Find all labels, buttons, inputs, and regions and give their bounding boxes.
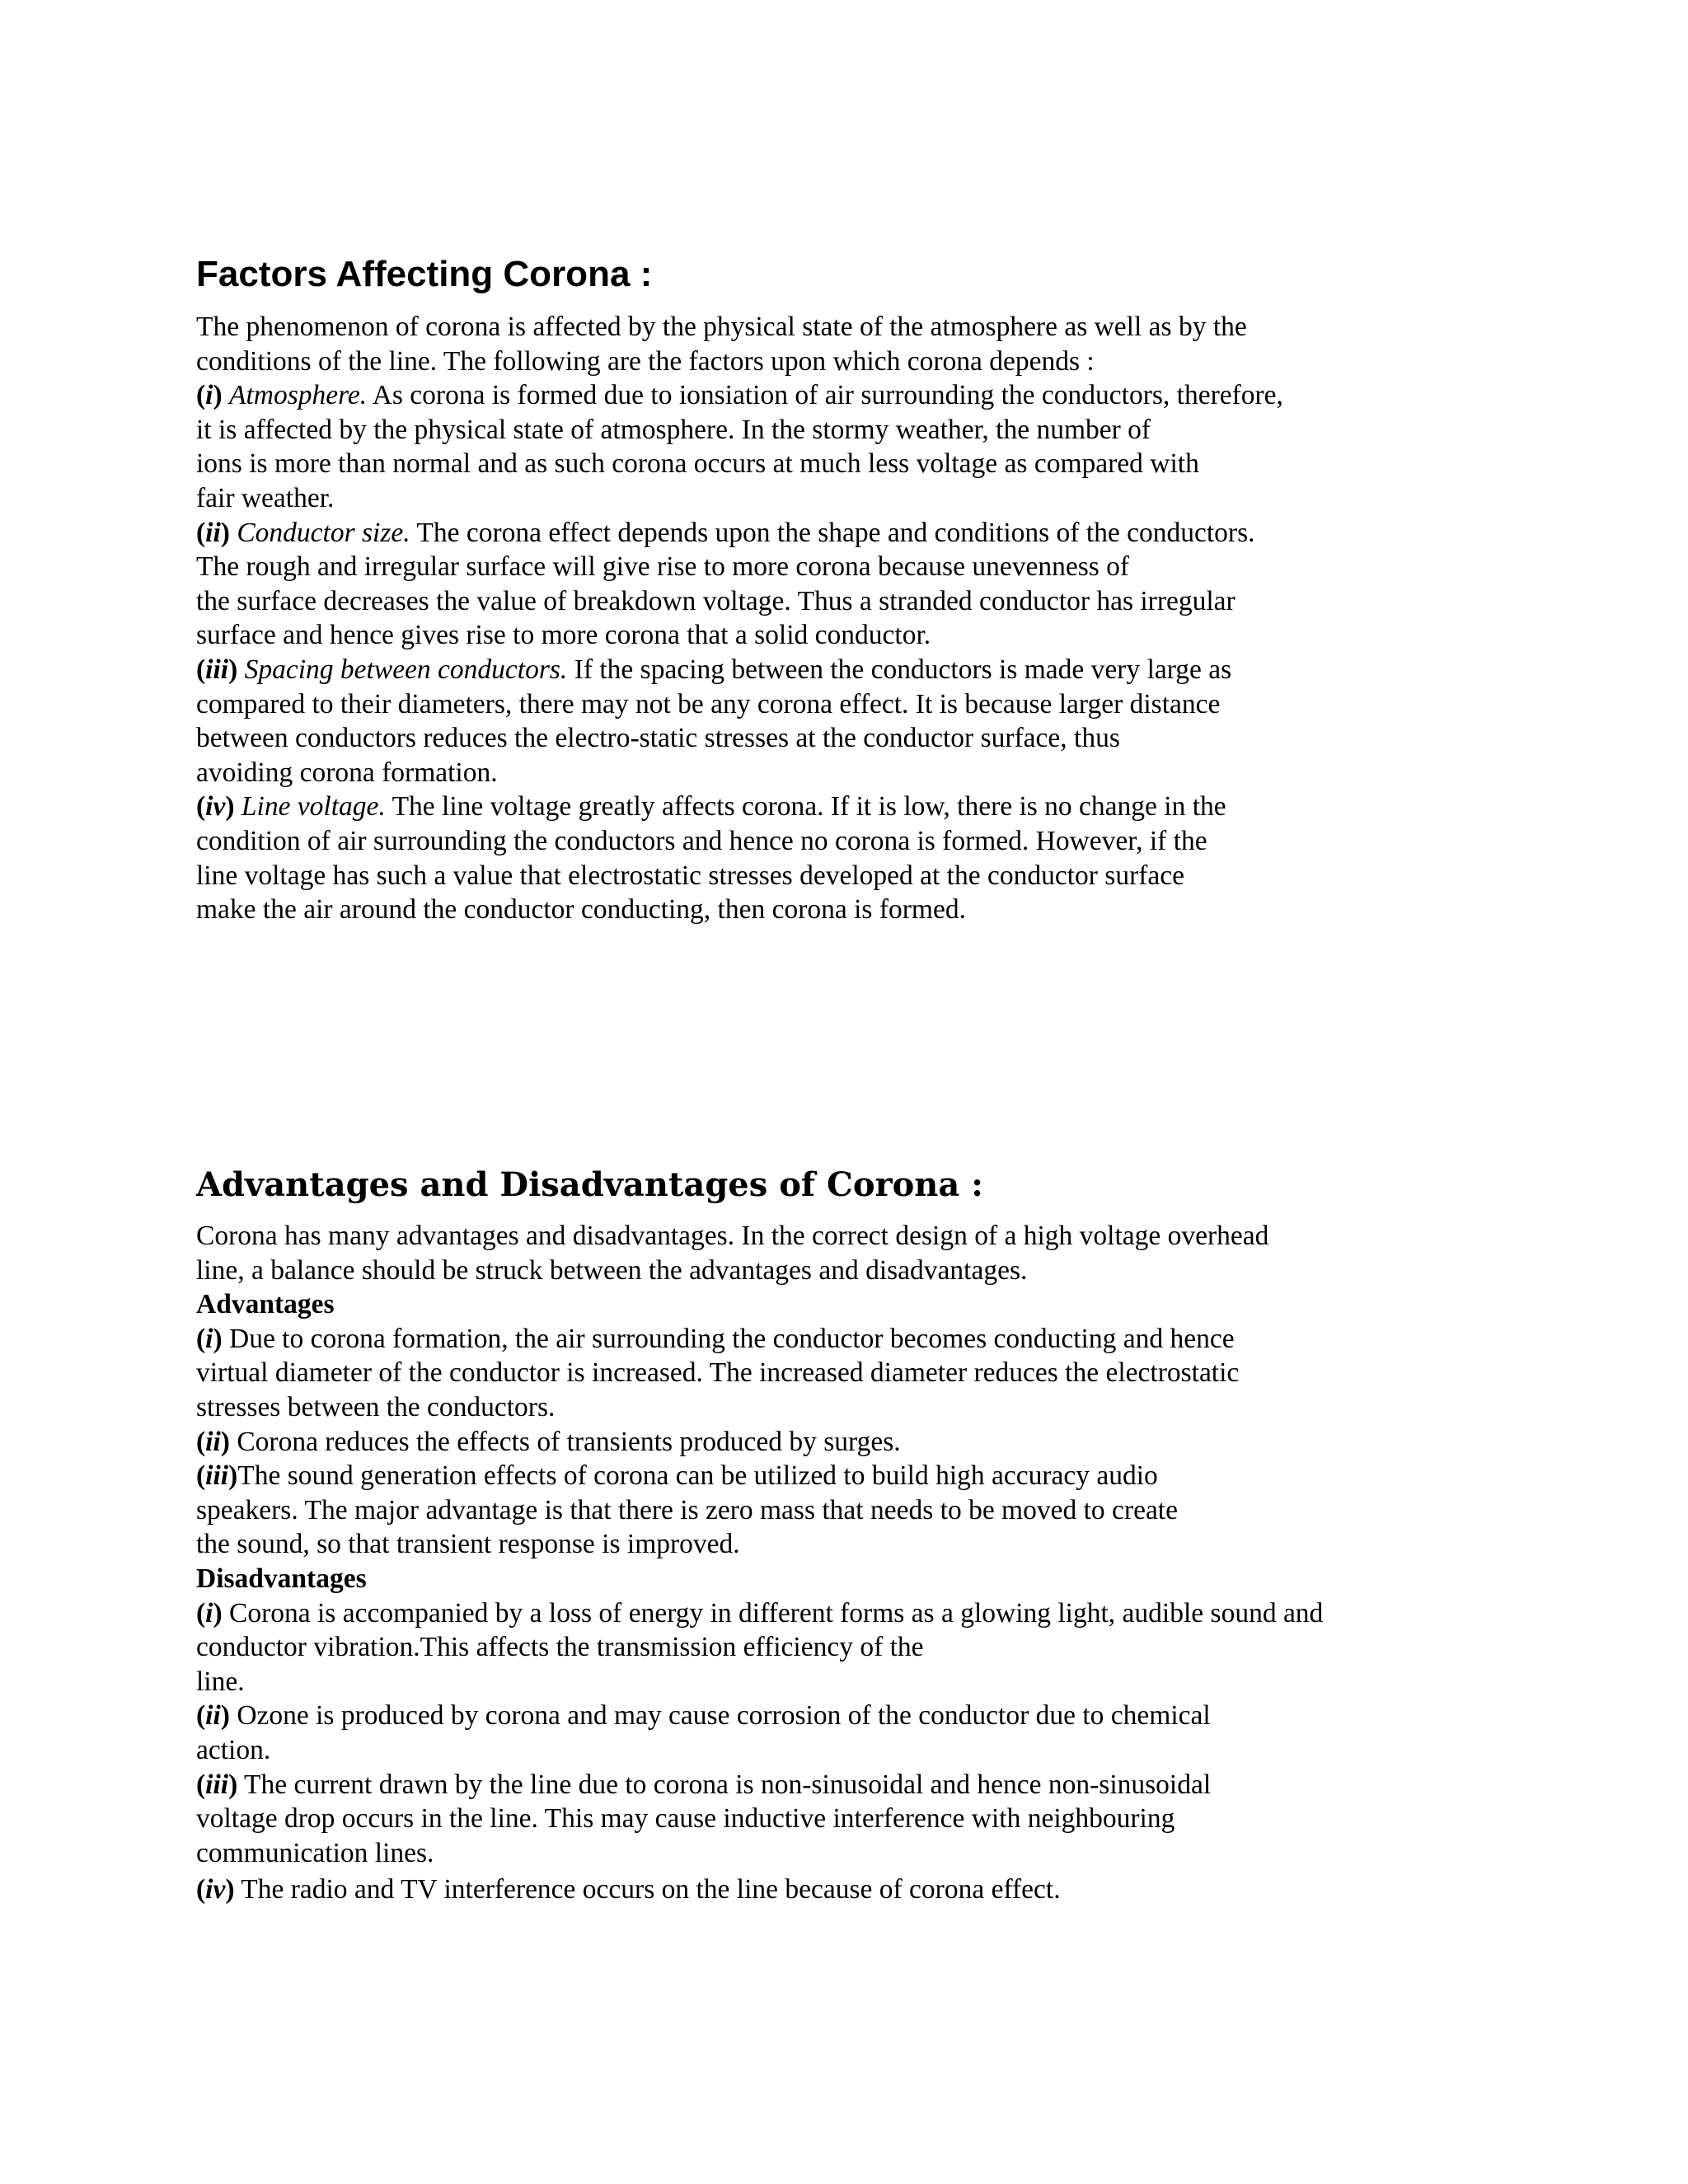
section-body-advantages — [196, 1219, 1482, 1907]
text-line — [196, 790, 1482, 824]
text-line: speakers. The major advantage is that there is zero mass that needs to be moved to create — [196, 1494, 1178, 1526]
item-number: (i) — [196, 380, 223, 411]
item-number: (i) — [196, 1597, 223, 1629]
text-line: make the air around the conductor conducting, then corona is formed. — [196, 894, 966, 926]
item-number: (iii) — [196, 654, 238, 685]
item-numeral: iii — [205, 1460, 229, 1492]
text-line — [196, 1872, 1482, 1907]
text-line: line voltage has such a value that electrostatic stresses developed at the conductor surface — [196, 860, 1185, 891]
text-line: communication lines. — [196, 1837, 434, 1868]
text-line: stresses between the conductors. — [196, 1391, 556, 1422]
section-title-advantages: Advantages and Disadvantages of Corona : — [196, 1165, 983, 1204]
text-line: surface and hence gives rise to more corona that a solid conductor. — [196, 620, 931, 651]
text-line: between conductors reduces the electro-static stresses at the conductor surface, thus — [196, 723, 1120, 754]
item-text: As corona is formed due to ionsiation of air surrounding the conductors, therefore, — [367, 380, 1283, 411]
text-line: ions is more than normal and as such corona occurs at much less voltage as compared with — [196, 448, 1199, 480]
subheading: Disadvantages — [196, 1563, 367, 1594]
item-text: Due to corona formation, the air surrounding the conductor becomes conducting and hence — [222, 1323, 1235, 1354]
item-text: The current drawn by the line due to corona is non-sinusoidal and hence non-sinusoidal — [237, 1769, 1212, 1800]
text-line — [196, 1322, 1482, 1357]
text-line — [196, 1562, 1482, 1596]
item-numeral: ii — [205, 1426, 221, 1457]
item-numeral: ii — [205, 1700, 221, 1732]
text-line: line, a balance should be struck between the advantages and disadvantages. — [196, 1254, 1028, 1286]
item-numeral: ii — [205, 517, 221, 548]
text-line: The rough and irregular surface will give rise to more corona because unevenness of — [196, 551, 1130, 583]
text-line: conductor vibration.This affects the transmission efficiency of the — [196, 1632, 924, 1663]
item-numeral: iii — [205, 1769, 229, 1800]
text-line — [196, 1459, 1482, 1493]
item-numeral: iv — [205, 791, 226, 823]
item-term: Conductor size. — [237, 517, 410, 548]
subheading: Advantages — [196, 1289, 335, 1320]
item-text: The sound generation effects of corona can be utilized to build high accuracy audio — [237, 1460, 1158, 1492]
text-line — [196, 1699, 1482, 1733]
item-text: The corona effect depends upon the shape and conditions of the conductors. — [410, 517, 1255, 548]
item-text: Corona reduces the effects of transients produced by surges. — [229, 1426, 901, 1457]
section-body-factors — [196, 310, 1482, 927]
text-line — [196, 1287, 1482, 1322]
text-line: conditions of the line. The following are the factors upon which corona depends : — [196, 345, 1095, 377]
item-term: Spacing between conductors. — [244, 654, 568, 685]
text-line: voltage drop occurs in the line. This may cause inductive interference with neighbouring — [196, 1803, 1175, 1835]
item-text: Corona is accompanied by a loss of energy in different forms as a glowing light, audible sound and — [222, 1597, 1324, 1629]
item-numeral: iii — [205, 654, 229, 685]
text-line: the sound, so that transient response is improved. — [196, 1529, 740, 1560]
item-number: (ii) — [196, 1700, 230, 1732]
item-number: (i) — [196, 1323, 223, 1354]
item-number: (iv) — [196, 1874, 235, 1905]
item-number: (ii) — [196, 1426, 230, 1457]
text-line: action. — [196, 1734, 271, 1765]
item-text: If the spacing between the conductors is made very large as — [567, 654, 1232, 685]
item-text: Ozone is produced by corona and may cause corrosion of the conductor due to chemical — [229, 1700, 1211, 1732]
item-numeral: i — [205, 1323, 213, 1354]
text-line — [196, 1596, 1482, 1631]
text-line: the surface decreases the value of breakdown voltage. Thus a stranded conductor has irregular — [196, 585, 1236, 616]
text-line: avoiding corona formation. — [196, 757, 498, 788]
text-line: Corona has many advantages and disadvantages. In the correct design of a high voltage overhead — [196, 1221, 1269, 1251]
text-line: fair weather. — [196, 482, 335, 513]
text-line — [196, 1425, 1482, 1460]
item-number: (iii) — [196, 1769, 238, 1800]
text-line: condition of air surrounding the conductors and hence no corona is formed. However, if the — [196, 825, 1207, 856]
text-line: The phenomenon of corona is affected by the physical state of the atmosphere as well as by the — [196, 312, 1247, 342]
item-number: (ii) — [196, 517, 230, 548]
section-title-factors: Factors Affecting Corona : — [196, 254, 653, 294]
item-numeral: i — [205, 1597, 213, 1629]
text-line — [196, 516, 1482, 551]
item-text: The radio and TV interference occurs on the line because of corona effect. — [234, 1874, 1061, 1905]
text-line: compared to their diameters, there may not be any corona effect. It is because larger distance — [196, 688, 1221, 719]
item-number: (iv) — [196, 791, 235, 823]
item-number: (iii) — [196, 1460, 238, 1492]
item-numeral: i — [205, 380, 213, 411]
text-line: line. — [196, 1666, 245, 1697]
item-term: Line voltage. — [241, 791, 386, 823]
text-line: virtual diameter of the conductor is increased. The increased diameter reduces the electrostatic — [196, 1357, 1240, 1389]
text-line — [196, 1768, 1482, 1802]
item-numeral: iv — [205, 1874, 226, 1905]
text-line — [196, 653, 1482, 687]
item-text: The line voltage greatly affects corona. If it is low, there is no change in the — [385, 791, 1226, 823]
item-term: Atmosphere. — [229, 380, 368, 411]
text-line — [196, 378, 1482, 413]
text-line: it is affected by the physical state of atmosphere. In the stormy weather, the number of — [196, 414, 1151, 445]
